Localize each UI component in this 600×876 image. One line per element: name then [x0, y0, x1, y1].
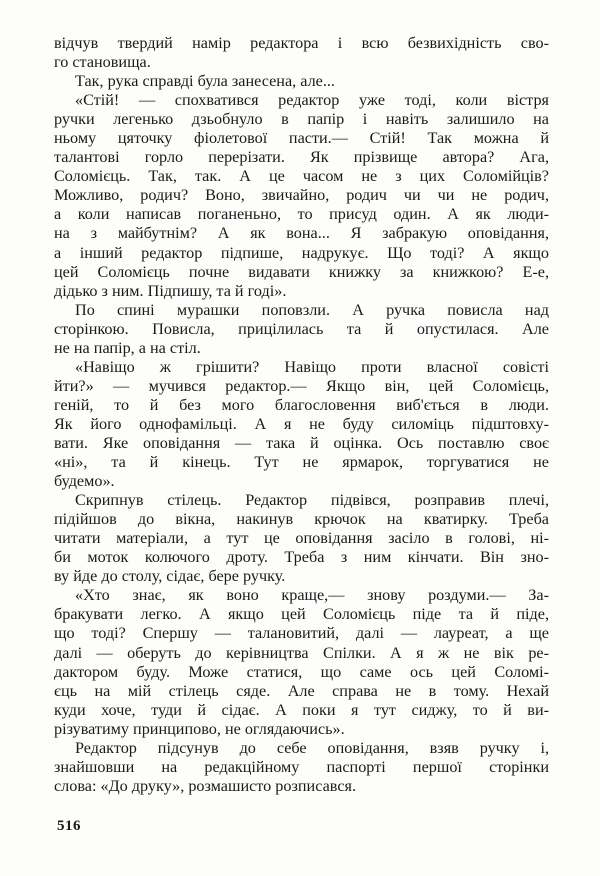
text-line: вати. Яке оповідання — така й оцінка. Ось поставлю своє — [54, 433, 549, 452]
text-line: підійшов до вікна, накинув крючок на кватирку. Треба — [54, 510, 549, 529]
text-line: знайшовши на редакційному паспорті першої сторінки — [54, 757, 549, 776]
text-line: Так, рука справді була занесена, але... — [75, 72, 335, 91]
text-line: дідько з ним. Підпишу, та й годі». — [54, 281, 287, 300]
text-line: далі — оберуть до керівництва Спілки. А я ж не вік ре- — [54, 643, 549, 662]
paragraph — [54, 586, 549, 738]
paragraph — [54, 358, 549, 491]
text-line: єць на мій стілець сяде. Але справа не в тому. Нехай — [54, 681, 549, 700]
paragraph — [54, 491, 549, 586]
text-line: ньому цяточку фіолетової пасти.— Стій! Так можна й — [54, 129, 549, 148]
text-line: дактором буду. Може статися, що саме ось цей Соломі- — [54, 662, 549, 681]
text-line: «Стій! — спохватився редактор уже тоді, коли вістря — [75, 91, 549, 110]
text-line: слова: «До друку», розмашисто розписався. — [54, 776, 357, 795]
text-line: цей Соломієць почне видавати книжку за книжкою? Е-е, — [54, 262, 549, 281]
text-line: будемо». — [54, 472, 115, 491]
text-line: «Навіщо ж грішити? Навіщо проти власної совісті — [75, 357, 549, 376]
paragraph — [54, 91, 549, 301]
body-text — [54, 34, 549, 796]
text-line: По спині мурашки поповзли. А ручка повисла над — [75, 300, 549, 319]
text-line: «Хто знає, як воно краще,— знову роздуми.— За- — [75, 586, 549, 605]
text-line: Редактор підсунув до себе оповідання, взяв ручку і, — [75, 738, 549, 757]
text-line: а інший редактор підпише, надрукує. Що тоді? А якщо — [54, 243, 549, 262]
text-line: різуватиму принципово, не оглядаючись». — [54, 719, 345, 738]
text-line: би моток колючого дроту. Треба з ним кінчати. Він зно- — [54, 548, 549, 567]
text-line: йти?» — мучився редактор.— Якщо він, цей Соломієць, — [54, 376, 549, 395]
text-line: що тоді? Спершу — талановитий, далі — лауреат, а ще — [54, 624, 549, 643]
text-line: а коли написав поганеньно, то присуд один. А як люди- — [54, 205, 549, 224]
text-line: го становища. — [54, 53, 151, 72]
text-line: ву йде до столу, сідає, бере ручку. — [54, 567, 286, 586]
page-number: 516 — [57, 818, 81, 834]
paragraph — [54, 34, 549, 72]
text-line: не на папір, а на стіл. — [54, 338, 201, 357]
text-line: Як його однофамільці. А я не буду силоміць підштовху- — [54, 414, 549, 433]
text-line: на з майбутнім? А як вона... Я забракую оповідання, — [54, 224, 549, 243]
text-line: куди хоче, туди й сідає. А поки я тут сиджу, то й ви- — [54, 700, 549, 719]
paragraph — [54, 72, 549, 91]
text-line: талантові горло перерізати. Як прізвище автора? Ага, — [54, 148, 549, 167]
text-line: відчув твердий намір редактора і всю безвихідність сво- — [54, 34, 549, 52]
text-line: бракувати легко. А якщо цей Соломієць піде та й піде, — [54, 605, 549, 624]
text-line: читати матеріали, а тут це оповідання засіло в голові, ні- — [54, 529, 549, 548]
text-line: геній, то й без мого благословення виб'ється в люди. — [54, 395, 549, 414]
text-line: «ні», та й кінець. Тут не ярмарок, торгуватися не — [54, 453, 549, 472]
text-line: Можливо, родич? Воно, звичайно, родич чи чи не родич, — [54, 186, 549, 205]
text-line: ручки легенько дзьобнуло в папір і навіть залишило на — [54, 110, 549, 129]
text-line: сторінкою. Повисла, прицілилась та й опустилася. Але — [54, 319, 549, 338]
text-line: Скрипнув стілець. Редактор підвівся, розправив плечі, — [75, 491, 549, 510]
paragraph — [54, 301, 549, 358]
text-line: Соломієць. Так, так. А це часом не з цих Соломійців? — [54, 167, 549, 186]
paragraph — [54, 739, 549, 796]
